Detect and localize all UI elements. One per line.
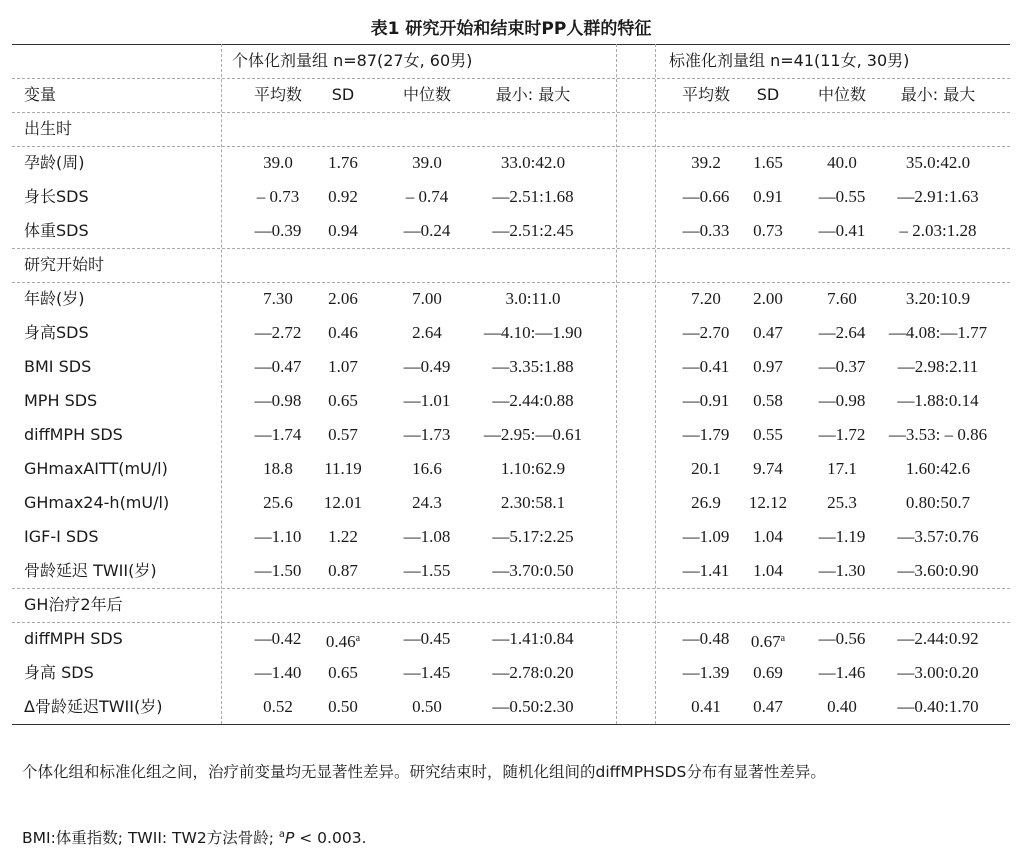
group2-value: 2.00 bbox=[753, 289, 783, 308]
group1-value: 1.76 bbox=[328, 153, 358, 172]
group1-value: 1.10:62.9 bbox=[500, 459, 566, 478]
row-label: diffMPH SDS bbox=[24, 629, 123, 648]
group1-value: 25.6 bbox=[263, 493, 293, 512]
group1-value: —0.98 bbox=[254, 391, 302, 410]
group2-value: —0.41 bbox=[818, 221, 866, 240]
row-label: IGF-I SDS bbox=[24, 527, 99, 546]
group1-value: 0.46$^a$ bbox=[325, 632, 361, 651]
group2-value: —3.60:0.90 bbox=[897, 561, 979, 580]
group2-value: —0.40:1.70 bbox=[897, 697, 979, 716]
header-bottom-rule bbox=[12, 112, 1010, 113]
group1-stat-header: 最小: 最大 bbox=[495, 85, 571, 104]
group1-value: —2.72 bbox=[254, 323, 302, 342]
group1-stat-header: 平均数 bbox=[253, 85, 303, 104]
group1-value: 1.07 bbox=[328, 357, 358, 376]
group1-value: 2.30:58.1 bbox=[500, 493, 566, 512]
footnote-abbreviations bbox=[22, 826, 367, 848]
group1-value: 0.46 bbox=[328, 323, 358, 342]
table-bottom-rule bbox=[12, 724, 1010, 725]
group1-value: 0.65 bbox=[328, 391, 358, 410]
group1-value: 0.65 bbox=[328, 663, 358, 682]
group1-value: —0.49 bbox=[403, 357, 451, 376]
group2-value: 1.65 bbox=[753, 153, 783, 172]
group2-value: 0.73 bbox=[753, 221, 783, 240]
footnote-abbrev-text: BMI:体重指数; TWII: TW2方法骨龄; bbox=[22, 829, 279, 847]
table-title: 表1 研究开始和结束时PP人群的特征 bbox=[370, 19, 652, 39]
group2-value: —2.98:2.11 bbox=[897, 357, 979, 376]
group1-value: 2.06 bbox=[328, 289, 358, 308]
significance-marker: a bbox=[780, 633, 786, 644]
group1-value: 0.50 bbox=[328, 697, 358, 716]
group2-value: 12.12 bbox=[748, 493, 788, 512]
group1-value: —2.78:0.20 bbox=[492, 663, 574, 682]
group1-value: 0.92 bbox=[328, 187, 358, 206]
group1-value: 0.57 bbox=[328, 425, 358, 444]
group2-value: —3.57:0.76 bbox=[897, 527, 979, 546]
row-label: GHmax24-h(mU/l) bbox=[24, 493, 170, 512]
group2-stat-header: 中位数 bbox=[817, 85, 867, 104]
group2-value: 0.97 bbox=[753, 357, 783, 376]
group1-value: 7.00 bbox=[412, 289, 442, 308]
group1-value: —1.74 bbox=[254, 425, 302, 444]
row-label: 身高SDS bbox=[24, 323, 89, 342]
group2-value: —1.09 bbox=[682, 527, 730, 546]
group2-value: 35.0:42.0 bbox=[905, 153, 971, 172]
group1-value: 0.87 bbox=[328, 561, 358, 580]
group2-value: 40.0 bbox=[827, 153, 857, 172]
group1-value: 33.0:42.0 bbox=[500, 153, 566, 172]
group2-value: —1.79 bbox=[682, 425, 730, 444]
group2-value: —2.91:1.63 bbox=[897, 187, 979, 206]
column-separator bbox=[655, 44, 656, 724]
group2-value: 0.55 bbox=[753, 425, 783, 444]
row-label: GHmaxAITT(mU/l) bbox=[24, 459, 168, 478]
group2-value: —3.00:0.20 bbox=[897, 663, 979, 682]
row-label: 体重SDS bbox=[24, 221, 89, 240]
group2-value: 0.67$^a$ bbox=[750, 632, 786, 651]
group1-value: 39.0 bbox=[412, 153, 442, 172]
group2-value: 26.9 bbox=[691, 493, 721, 512]
group1-value: —0.47 bbox=[254, 357, 302, 376]
group2-value: —1.39 bbox=[682, 663, 730, 682]
group1-value: 0.52 bbox=[263, 697, 293, 716]
group1-value: —0.42 bbox=[254, 629, 302, 648]
group2-value: 39.2 bbox=[691, 153, 721, 172]
group1-value: —1.41:0.84 bbox=[492, 629, 574, 648]
group1-value: 24.3 bbox=[412, 493, 442, 512]
group1-value: —2.51:1.68 bbox=[492, 187, 574, 206]
group2-value: 1.04 bbox=[753, 527, 783, 546]
group2-value: 0.47 bbox=[753, 323, 783, 342]
group2-value: —0.48 bbox=[682, 629, 730, 648]
group1-value: 1.22 bbox=[328, 527, 358, 546]
section-label: 研究开始时 bbox=[24, 255, 105, 274]
footnote-p-threshold: < 0.003. bbox=[294, 829, 367, 847]
group2-value: 0.41 bbox=[691, 697, 721, 716]
footnote-sup: a bbox=[278, 829, 285, 840]
row-label: 身长SDS bbox=[24, 187, 89, 206]
group1-value: 11.19 bbox=[324, 459, 362, 478]
section-label: GH治疗2年后 bbox=[24, 595, 123, 614]
group1-value: —0.50:2.30 bbox=[492, 697, 574, 716]
row-label: MPH SDS bbox=[24, 391, 98, 410]
group2-value: —2.64 bbox=[818, 323, 866, 342]
group2-value: —0.66 bbox=[682, 187, 730, 206]
group2-value: 0.80:50.7 bbox=[905, 493, 971, 512]
row-label: Δ骨龄延迟TWII(岁) bbox=[24, 697, 163, 716]
group2-value: —0.37 bbox=[818, 357, 866, 376]
group2-value: 17.1 bbox=[827, 459, 857, 478]
group2-value: 20.1 bbox=[691, 459, 721, 478]
group1-value: 7.30 bbox=[263, 289, 293, 308]
column-separator bbox=[221, 44, 222, 724]
group1-value: —1.40 bbox=[254, 663, 302, 682]
group2-value: —0.41 bbox=[682, 357, 730, 376]
group1-value: —1.55 bbox=[403, 561, 451, 580]
group1-value: —1.73 bbox=[403, 425, 451, 444]
group2-value: 0.58 bbox=[753, 391, 783, 410]
group2-value: 1.04 bbox=[753, 561, 783, 580]
group1-value: —0.45 bbox=[403, 629, 451, 648]
column-separator bbox=[616, 44, 617, 724]
group2-value: —1.41 bbox=[682, 561, 730, 580]
group2-value: 1.60:42.6 bbox=[905, 459, 971, 478]
group1-value: —1.01 bbox=[403, 391, 451, 410]
section-label: 出生时 bbox=[24, 119, 73, 138]
group2-value: 25.3 bbox=[827, 493, 857, 512]
group1-value: —1.10 bbox=[254, 527, 302, 546]
row-label: 孕龄(周) bbox=[24, 153, 85, 172]
group2-stat-header: SD bbox=[756, 85, 780, 104]
group1-value: —1.50 bbox=[254, 561, 302, 580]
group2-header: 标准化剂量组 n=41(11女, 30男) bbox=[669, 51, 910, 70]
group2-value: —0.91 bbox=[682, 391, 730, 410]
footnote-significance: 个体化组和标准化组之间，治疗前变量均无显著性差异。研究结束时，随机化组间的diffMPHSDS分布有显著性差异。 bbox=[22, 763, 826, 781]
group2-value: —0.56 bbox=[818, 629, 866, 648]
group1-stat-header: 中位数 bbox=[402, 85, 452, 104]
group2-value: —1.30 bbox=[818, 561, 866, 580]
section-end-rule bbox=[12, 588, 1010, 589]
group1-value: —1.45 bbox=[403, 663, 451, 682]
group1-value: – 0.73 bbox=[256, 187, 300, 206]
group2-value: —0.33 bbox=[682, 221, 730, 240]
group2-value: —1.46 bbox=[818, 663, 866, 682]
group2-value: 7.20 bbox=[691, 289, 721, 308]
group2-value: 0.47 bbox=[753, 697, 783, 716]
row-label: 身高 SDS bbox=[24, 663, 94, 682]
group1-value: 0.94 bbox=[328, 221, 358, 240]
row-label: 骨龄延迟 TWII(岁) bbox=[24, 561, 157, 580]
group1-value: —2.95:—0.61 bbox=[483, 425, 583, 444]
group2-value: —2.70 bbox=[682, 323, 730, 342]
group2-value: —1.19 bbox=[818, 527, 866, 546]
group1-value: —0.39 bbox=[254, 221, 302, 240]
characteristics-table bbox=[12, 44, 1010, 735]
group1-value: 16.6 bbox=[412, 459, 442, 478]
group2-value: 0.91 bbox=[753, 187, 783, 206]
group1-value: —2.51:2.45 bbox=[492, 221, 574, 240]
row-label: 年龄(岁) bbox=[24, 289, 85, 308]
group2-value: 9.74 bbox=[753, 459, 783, 478]
group2-value: 7.60 bbox=[827, 289, 857, 308]
group1-value: —3.70:0.50 bbox=[492, 561, 574, 580]
group1-value: —3.35:1.88 bbox=[492, 357, 574, 376]
group2-value: —3.53: – 0.86 bbox=[888, 425, 988, 444]
row-label: BMI SDS bbox=[24, 357, 92, 376]
group1-value: —1.08 bbox=[403, 527, 451, 546]
group1-stat-header: SD bbox=[331, 85, 355, 104]
group1-value: 39.0 bbox=[263, 153, 293, 172]
group1-value: —5.17:2.25 bbox=[492, 527, 574, 546]
significance-marker: a bbox=[355, 633, 361, 644]
group1-value: —2.44:0.88 bbox=[492, 391, 574, 410]
group2-value: —0.98 bbox=[818, 391, 866, 410]
group2-value: 0.69 bbox=[753, 663, 783, 682]
section-end-rule bbox=[12, 248, 1010, 249]
group1-value: —0.24 bbox=[403, 221, 451, 240]
group1-value: 0.50 bbox=[412, 697, 442, 716]
variable-header: 变量 bbox=[24, 85, 57, 104]
group2-value: 3.20:10.9 bbox=[905, 289, 971, 308]
group2-value: 0.40 bbox=[827, 697, 857, 716]
group2-value: —4.08:—1.77 bbox=[888, 323, 988, 342]
footnote-p: P bbox=[284, 829, 295, 847]
group1-value: – 0.74 bbox=[405, 187, 449, 206]
group2-stat-header: 平均数 bbox=[681, 85, 731, 104]
group2-value: – 2.03:1.28 bbox=[899, 221, 977, 240]
group1-value: 2.64 bbox=[412, 323, 442, 342]
group2-value: —2.44:0.92 bbox=[897, 629, 979, 648]
group1-value: 3.0:11.0 bbox=[505, 289, 561, 308]
group2-value: —1.72 bbox=[818, 425, 866, 444]
row-label: diffMPH SDS bbox=[24, 425, 123, 444]
group1-header: 个体化剂量组 n=87(27女, 60男) bbox=[232, 51, 473, 70]
group2-stat-header: 最小: 最大 bbox=[900, 85, 976, 104]
group1-value: 12.01 bbox=[323, 493, 363, 512]
group1-value: 18.8 bbox=[263, 459, 293, 478]
group2-value: —1.88:0.14 bbox=[897, 391, 979, 410]
group1-value: —4.10:—1.90 bbox=[483, 323, 583, 342]
group2-value: —0.55 bbox=[818, 187, 866, 206]
